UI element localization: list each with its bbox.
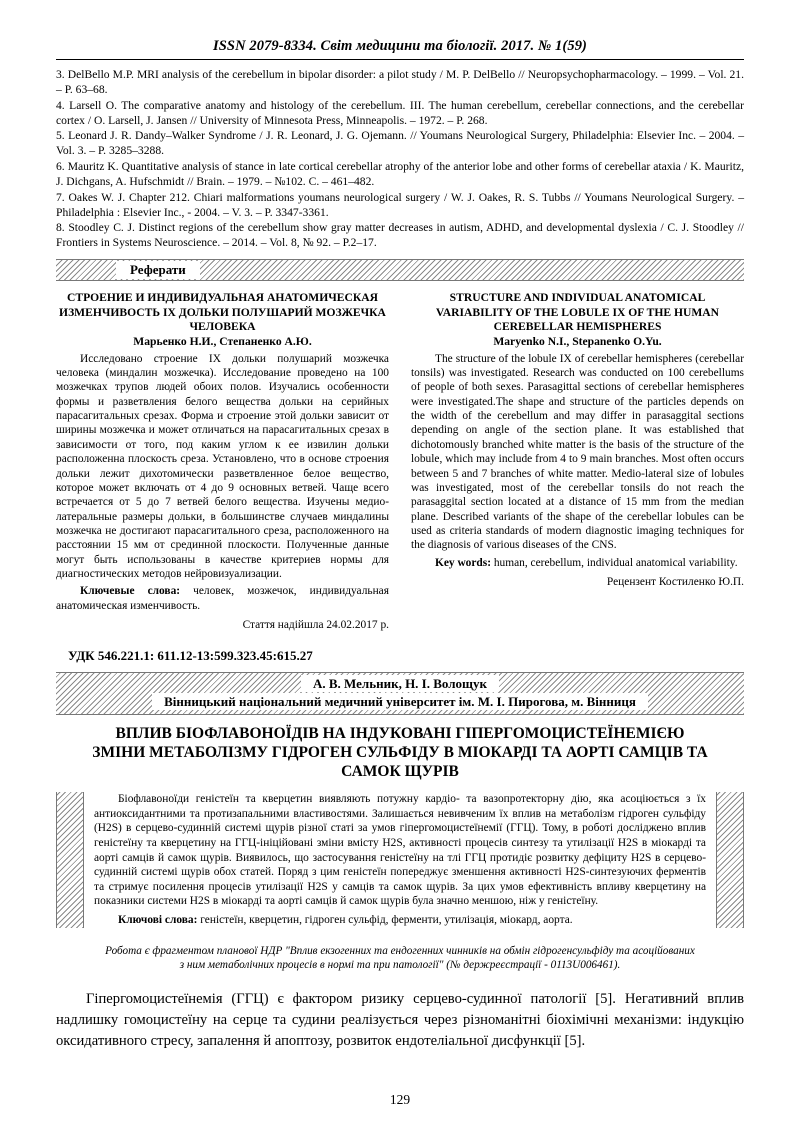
- article-keywords-label: Ключові слова:: [118, 913, 198, 926]
- page-number: 129: [389, 1092, 411, 1107]
- section-band-referaty: [56, 259, 744, 281]
- header-rule: [56, 59, 744, 60]
- reference-item: 4. Larsell O. The comparative anatomy and histology of the cerebellum. III. The human cerebellum, cerebellar connections, and the cerebellar cortex / O. Larsell, J. Jansen // University of Minnesota Press, Minneapolis. – 1972. – P. 268.: [56, 98, 744, 127]
- funding-footnote: Робота є фрагментом планової НДР "Вплив екзогенних та ендогенних чинників на обмін гідрогенсульфіду та асоційованих з ним метаболічних процесів в нормі та при патології" (№ держреєстрації - 0113U006461).: [105, 944, 695, 972]
- abstract-title: STRUCTURE AND INDIVIDUAL ANATOMICAL VARIABILITY OF THE LOBULE IX OF THE HUMAN CEREBELLAR HEMISPHERES: [435, 291, 720, 334]
- abstract-authors: Марьенко Н.И., Степаненко А.Ю.: [133, 335, 312, 349]
- article-authors: А. В. Мельник, Н. І. Волощук: [301, 675, 499, 692]
- abstract-authors: Maryenko N.I., Stepanenko O.Yu.: [493, 335, 662, 349]
- reference-item: 5. Leonard J. R. Dandy–Walker Syndrome / J. R. Leonard, J. G. Ojemann. // Youmans Neurological Surgery, Philadelphia: Elsevier Inc. – 2004. – Vol. 3. – P. 3285–3288.: [56, 129, 744, 158]
- abstract-footer: Рецензент Костиленко Ю.П.: [606, 576, 744, 589]
- hatch-decoration-left: [56, 792, 84, 927]
- article-body: Гіпергомоцистеїнемія (ГГЦ) є фактором ризику серцево-судинної патології [5]. Негативний вплив надлишку гомоцистеїну на серце та судини реалізується через різноманітні біохімічні механізми: індукцію оксидативного стресу, запалення й апоптозу, розвиток ендотеліальної дисфункції [5].: [56, 990, 744, 1049]
- article-abstract-text: [94, 792, 706, 927]
- reference-list: [56, 67, 744, 250]
- abstracts-container: [56, 291, 744, 632]
- reference-item: 8. Stoodley C. J. Distinct regions of the cerebellum show gray matter decreases in autism, ADHD, and developmental dyslexia / C. J. Stoodley // Frontiers in Systems Neuroscience. – 2014. – Vol. 8, № 92. – P.2–17.: [56, 221, 744, 250]
- article-affiliation: Вінницький національний медичний університет ім. М. І. Пирогова, м. Вінниця: [152, 693, 648, 710]
- abstract-keywords-text: человек, мозжечок, индивидуальная анатомическая изменчивость.: [56, 585, 389, 612]
- article-authors-band: [56, 672, 744, 715]
- abstract-russian: [56, 291, 389, 632]
- abstract-keywords-label: Key words:: [435, 556, 491, 569]
- abstract-title: СТРОЕНИЕ И ИНДИВИДУАЛЬНАЯ АНАТОМИЧЕСКАЯ ИЗМЕНЧИВОСТЬ IX ДОЛЬКИ ПОЛУШАРИЙ МОЗЖЕЧКА ЧЕЛОВЕКА: [59, 291, 386, 334]
- abstract-english: [411, 291, 744, 632]
- abstract-footer: Стаття надійшла 24.02.2017 р.: [242, 619, 389, 632]
- abstract-body: The structure of the lobule IX of cerebellar hemispheres (cerebellar tonsils) was investigated. Research was conducted on 100 cerebellums of people of both sexes. Parasagittal sections of cerebellar hemispheres were investigated.The shape and structure of the particles depends on the width of the cerebellum and may differ in parasaggital sections depending on angle of the section plane. It was established that dichotomously branched white matter is the basis of the structure of the lobule, which may include from 4 to 9 main branches. Most often occurs between 5 and 7 branches of white matter. Medio-lateral size of lobules was investigated, most of the cerebellar tonsils do not reach the parasaggital section located at a distance of 15 mm from the median plane. Described variants of the shape of the cerebellar lobules can be used as criteria standards of modern diagnostic imaging techniques for the diagnosis of various diseases of the CNS.: [411, 352, 744, 552]
- article-title: ВПЛИВ БІОФЛАВОНОЇДІВ НА ІНДУКОВАНІ ГІПЕРГОМОЦИСТЕЇНЕМІЄЮ ЗМІНИ МЕТАБОЛІЗМУ ГІДРОГЕН СУЛЬФІДУ В МІОКАРДІ ТА АОРТІ САМЦІВ ТА САМОК ЩУРІВ: [92, 725, 708, 781]
- reference-item: 7. Oakes W. J. Chapter 212. Chiari malformations youmans neurological surgery / W. J. Oakes, R. S. Tubbs // Youmans Neurological Surgery. – Philadelphia : Elsevier Inc., - 2004. – V. 3. – P. 3347-3361.: [56, 190, 744, 219]
- abstract-keywords-text: human, cerebellum, individual anatomical variability.: [491, 556, 738, 569]
- article-abstract-block: [56, 792, 744, 927]
- abstract-body: Исследовано строение IX дольки полушарий мозжечка человека (миндалин мозжечка). Исследование проведено на 100 мозжечках трупов людей обоих полов. Изучались особенности формы и разветвления белого вещества дольки на серийных парасагитальных срезах. Форма и строение этой дольки зависит от ширины мозжечка и может отличаться на парасагитальных срезах в зависимости от того, под каким углом к ее извилин дольки расположенна плоскость среза. Установлено, что в основе строения дольки лежит дихотомически разветвленное белое вещество, которое может включать от 4 до 9 основных ветвей. Чаще всего встречается от 5 до 7 ветвей белого вещества. Изучены медио-латеральные размеры дольки, в большинстве случаев миндалины мозжечка не достигают парасагитального среза, расположенного на расстоянии 15 мм от срединной плоскости. Полученные данные могут быть использованы в качестве критериев нормы для диагностических методов нейровизуализации.: [56, 352, 389, 581]
- abstract-keywords: [411, 556, 744, 570]
- article-keywords-text: геністеїн, кверцетин, гідроген сульфід, ферменти, утилізація, міокард, аорта.: [197, 913, 573, 926]
- section-band-label: Реферати: [116, 261, 200, 279]
- reference-item: 3. DelBello M.P. MRI analysis of the cerebellum in bipolar disorder: a pilot study / M. P. DelBello // Neuropsychopharmacology. – 1999. – Vol. 21. – P. 63–68.: [56, 68, 744, 97]
- article-keywords: [94, 913, 706, 928]
- reference-item: 6. Mauritz K. Quantitative analysis of stance in late cortical cerebellar atrophy of the anterior lobe and other forms of cerebellar ataxia / K. Mauritz, J. Dichgans, A. Hufschmidt // Brain. – 1979. – №102. C. – 461–482.: [56, 159, 744, 188]
- hatch-decoration-right: [716, 792, 744, 927]
- article-abstract-body: Біофлавоноїди геністеїн та кверцетин виявляють потужну кардіо- та вазопротекторну дію, яка асоціюється з їх антиоксидантними та протизапальними властивостями. Залишається невивченим їх вплив на метаболізм гідроген сульфіду (H2S) в серцево-судинній системі щурів різної статі за умов гіпергомоцистеїнемії (ГГЦ). Тому, в роботі досліджено вплив геністеїну та кверцетину на ГГЦ-ініційовані зміни вмісту H2S, активності процесів синтезу та утилізації H2S в міокарді та аорті самців й самок щурів. Виявилось, що застосування геністеїну на тлі ГГЦ протидіє розвитку дефіциту H2S в серцево-судинній системі щурів обох статей. Поряд з цим геністеїн попереджує зменшення активності H2S-синтезуючих ферментів та стримує посилення процесів утилізації H2S у самців та самок щурів. За цих умов ефективність впливу кверцетину на показники системи H2S в міокарді та аорті самців й самок щурів була значно меншою, ніж у геністеїну.: [94, 793, 706, 908]
- running-head: ISSN 2079-8334. Світ медицини та біології. 2017. № 1(59): [213, 38, 587, 54]
- udc-code: УДК 546.221.1: 611.12-13:599.323.45:615.27: [68, 648, 313, 664]
- abstract-keywords-label: Ключевые слова:: [80, 585, 181, 598]
- abstract-keywords: [56, 584, 389, 613]
